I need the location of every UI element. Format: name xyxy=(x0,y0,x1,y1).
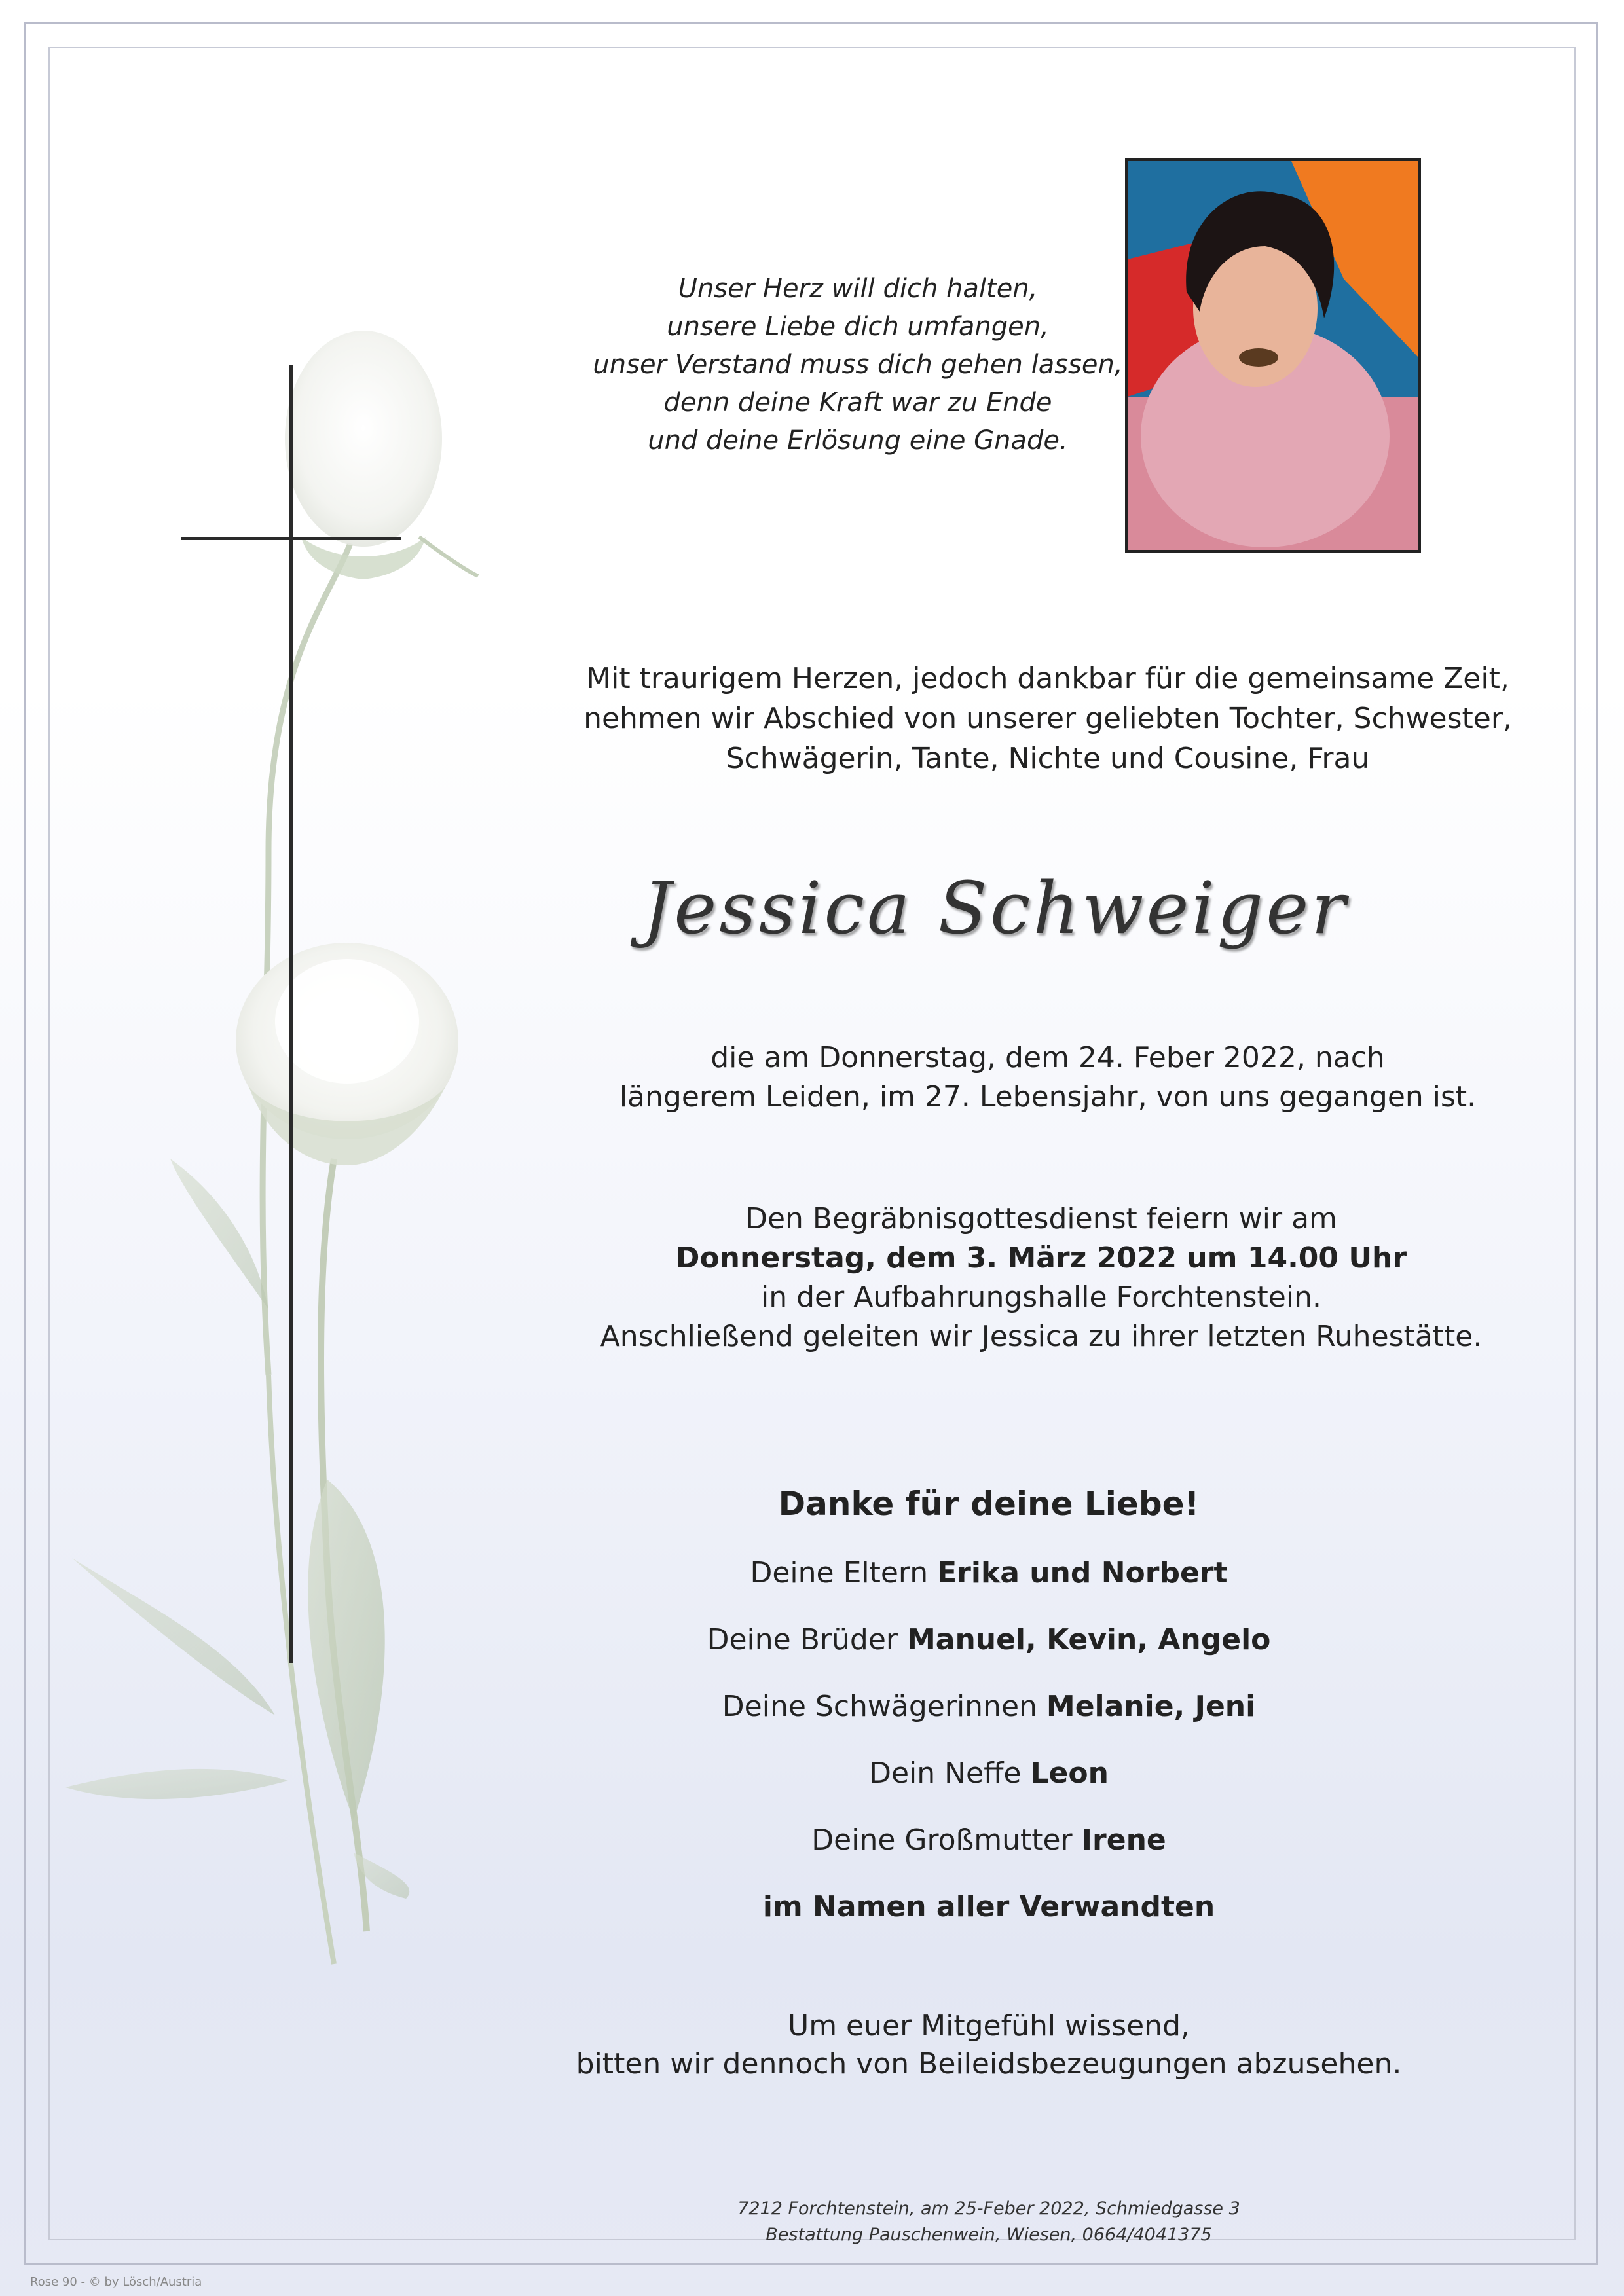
family-names: Leon xyxy=(1030,1757,1109,1790)
family-names: Irene xyxy=(1081,1823,1166,1857)
copyright-note: Rose 90 - © by Lösch/Austria xyxy=(30,2275,202,2289)
family-label: Deine Schwägerinnen xyxy=(722,1690,1037,1723)
funeral-date: Donnerstag, dem 3. März 2022 um 14.00 Uhr xyxy=(675,1241,1407,1275)
funeral-line: in der Aufbahrungshalle Forchtenstein. xyxy=(761,1281,1321,1314)
family-names: Erika und Norbert xyxy=(937,1556,1228,1590)
funeral-line: Den Begräbnisgottesdienst feiern wir am xyxy=(745,1202,1337,1235)
family-row xyxy=(563,1754,1414,1821)
thanks-heading: Danke für deine Liebe! xyxy=(778,1485,1200,1523)
intro-line: nehmen wir Abschied von unserer geliebten Tochter, Schwester, xyxy=(583,702,1512,735)
footer xyxy=(629,2196,1349,2248)
poem xyxy=(498,270,1218,460)
poem-line: unsere Liebe dich umfangen, xyxy=(667,312,1049,342)
family-row xyxy=(563,1620,1414,1687)
family-names: Manuel, Kevin, Angelo xyxy=(906,1623,1271,1656)
family-names: im Namen aller Verwandten xyxy=(762,1890,1215,1923)
closing-line: bitten wir dennoch von Beileidsbezeugungen abzusehen. xyxy=(576,2047,1402,2081)
closing-text xyxy=(563,2007,1414,2083)
white-rose-with-cross-icon xyxy=(52,327,511,2095)
death-line: längerem Leiden, im 27. Lebensjahr, von uns gegangen ist. xyxy=(619,1080,1477,1114)
family-row xyxy=(563,1687,1414,1754)
deceased-name: Jessica Schweiger xyxy=(642,866,1348,950)
intro-line: Schwägerin, Tante, Nichte und Cousine, Frau xyxy=(726,742,1370,775)
death-line: die am Donnerstag, dem 24. Feber 2022, nach xyxy=(710,1041,1385,1074)
poem-line: Unser Herz will dich halten, xyxy=(678,274,1038,304)
poem-line: denn deine Kraft war zu Ende xyxy=(663,388,1052,418)
footer-line: Bestattung Pauschenwein, Wiesen, 0664/4041375 xyxy=(766,2225,1212,2245)
closing-line: Um euer Mitgefühl wissend, xyxy=(787,2009,1190,2043)
family-row xyxy=(563,1821,1414,1887)
family-row xyxy=(563,1887,1414,1954)
intro-line: Mit traurigem Herzen, jedoch dankbar für die gemeinsame Zeit, xyxy=(586,662,1509,695)
family-label: Deine Großmutter xyxy=(811,1823,1073,1857)
family-label: Dein Neffe xyxy=(869,1757,1022,1790)
funeral-details xyxy=(498,1199,1585,1357)
footer-line: 7212 Forchtenstein, am 25-Feber 2022, Schmiedgasse 3 xyxy=(737,2198,1240,2219)
family-label: Deine Eltern xyxy=(750,1556,929,1590)
death-notice xyxy=(511,1038,1585,1117)
family-row xyxy=(563,1554,1414,1620)
intro-text xyxy=(511,659,1585,778)
funeral-line: Anschließend geleiten wir Jessica zu ihrer letzten Ruhestätte. xyxy=(600,1320,1483,1353)
poem-line: und deine Erlösung eine Gnade. xyxy=(648,426,1068,456)
family-list xyxy=(563,1554,1414,1954)
poem-line: unser Verstand muss dich gehen lassen, xyxy=(593,350,1123,380)
family-label: Deine Brüder xyxy=(707,1623,898,1656)
family-names: Melanie, Jeni xyxy=(1046,1690,1256,1723)
